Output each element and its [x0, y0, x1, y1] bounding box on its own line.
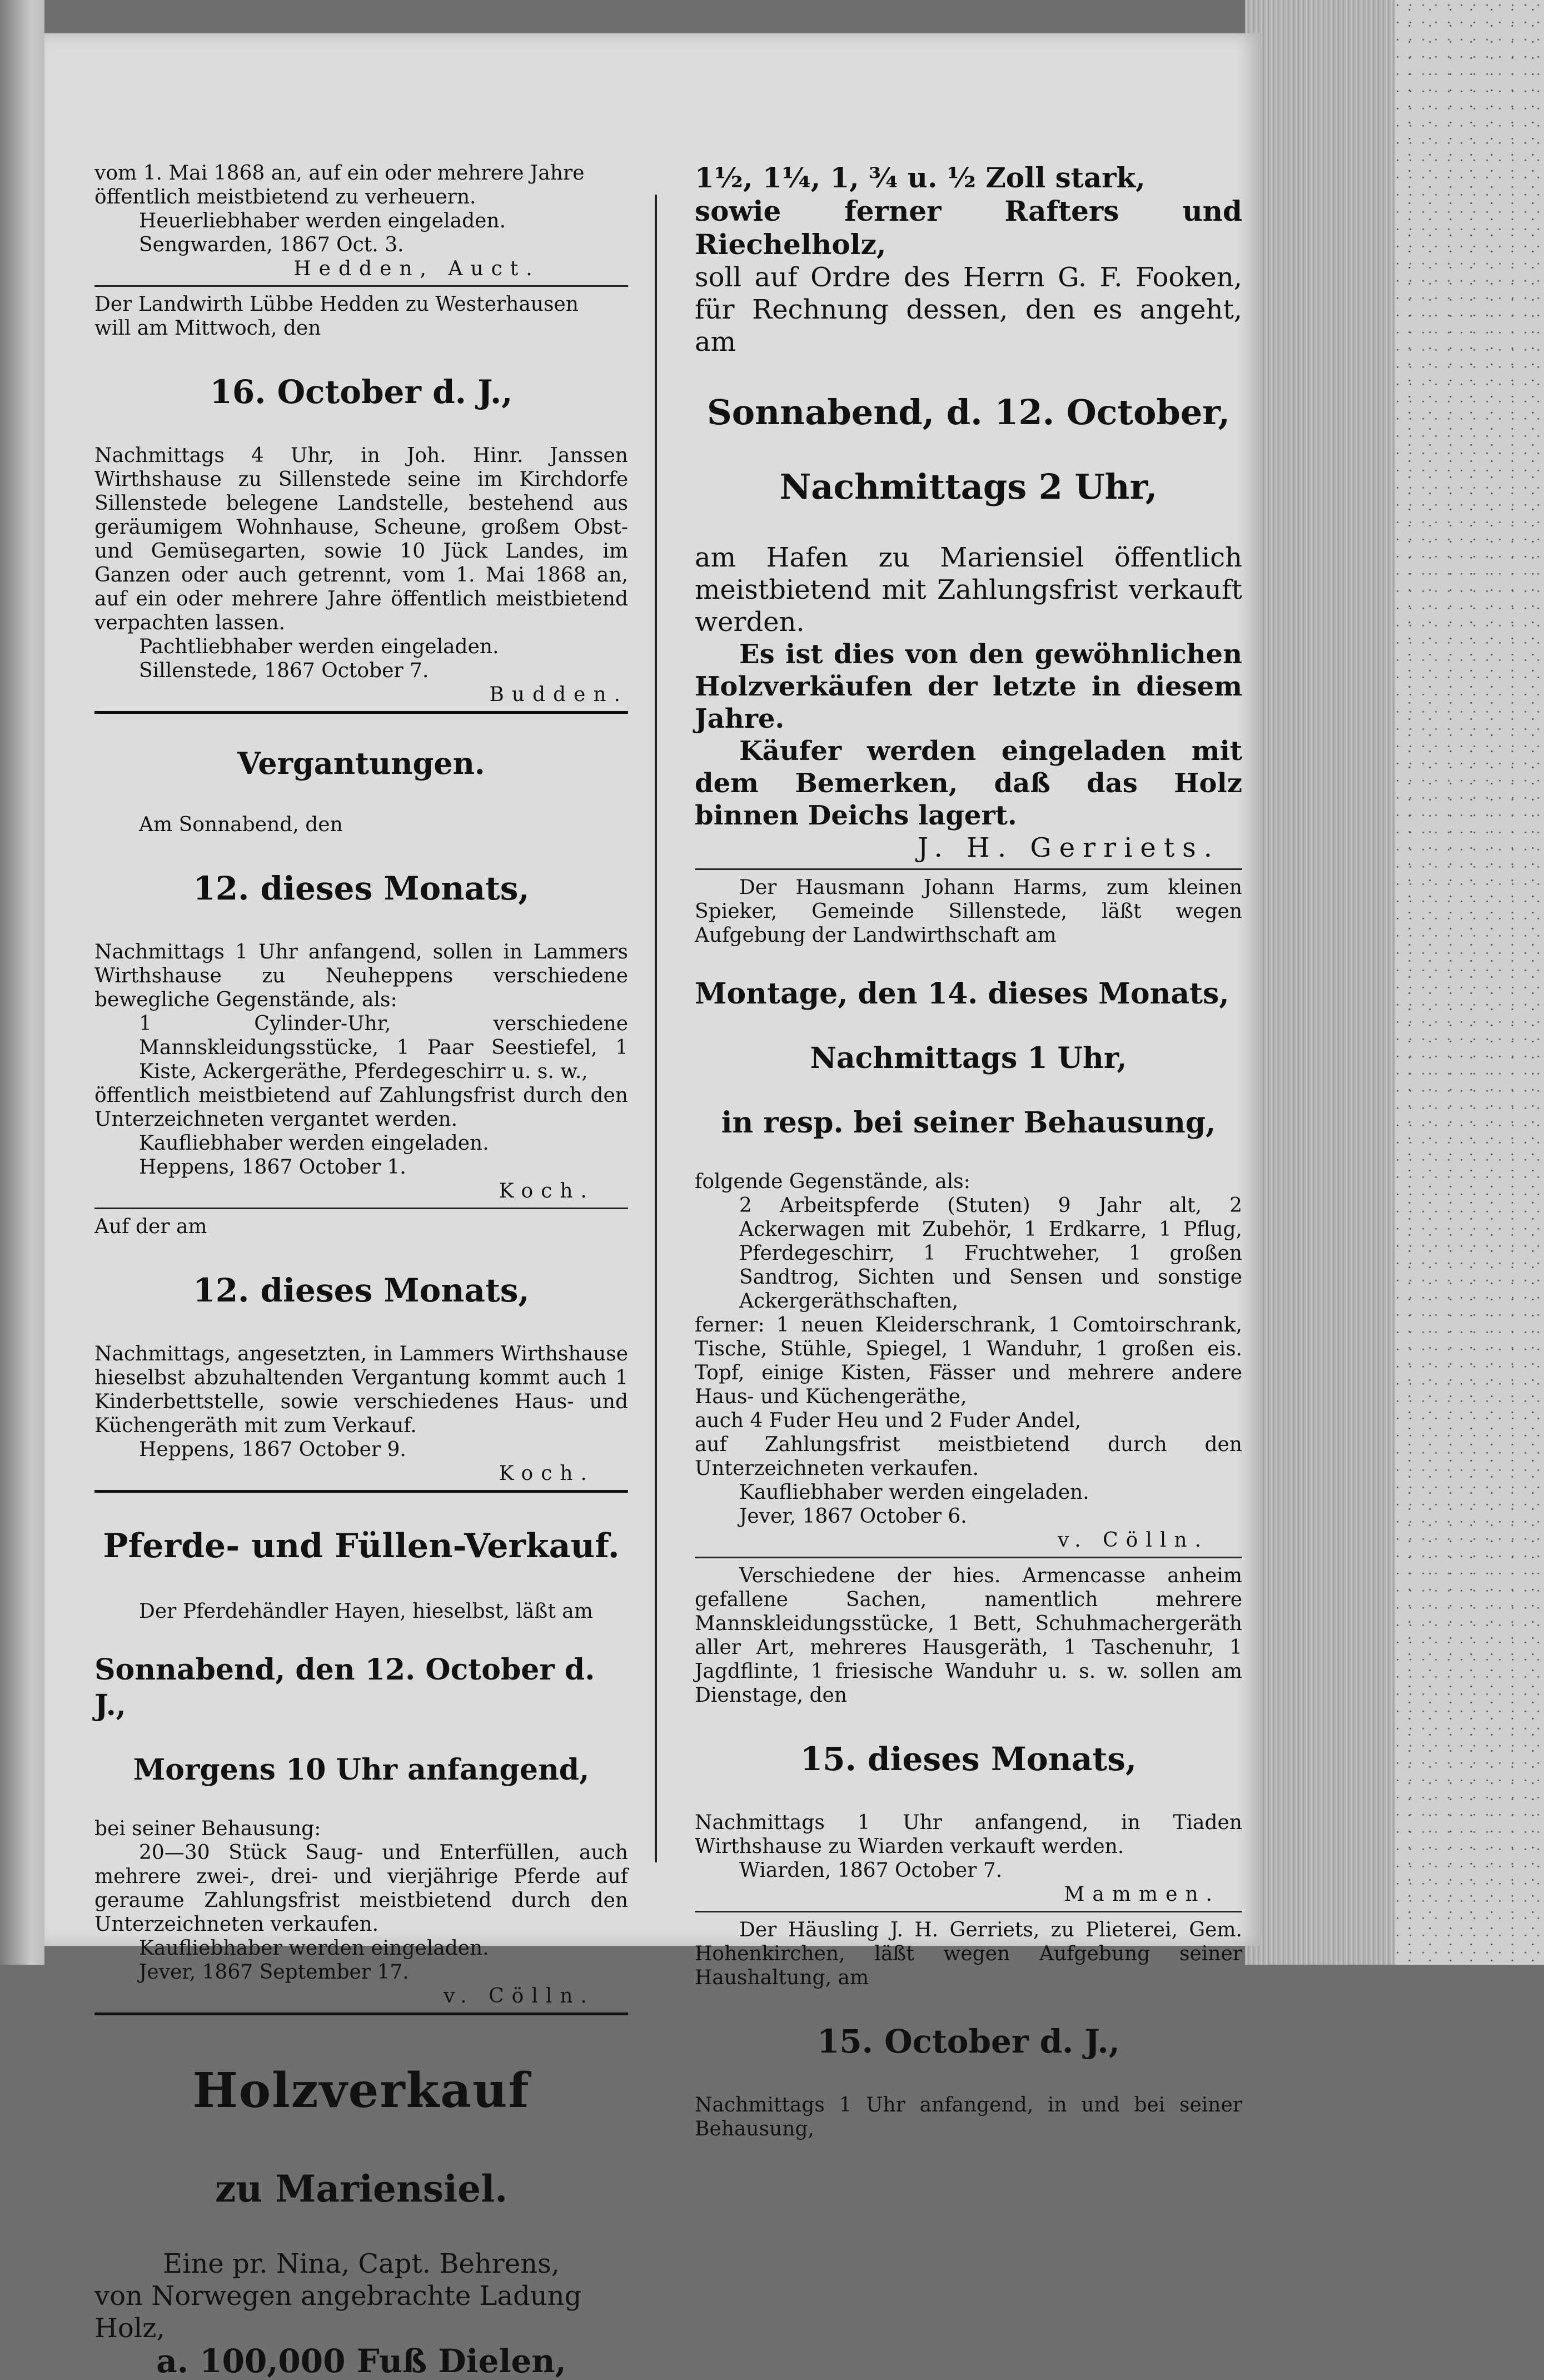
notice-items: ferner: 1 neuen Kleiderschrank, 1 Comtoirschrank, Tische, Stühle, Spiegel, 1 Wanduhr, 1 großen eis. Topf, einige Kisten, Fässer und mehrere andere Haus- und Küchengeräthe,	[695, 1314, 1242, 1408]
column-divider	[655, 195, 657, 1862]
divider-rule	[695, 868, 1242, 870]
notice-text: am Hafen zu Mariensiel öffentlich meistbietend mit Zahlungsfrist verkauft werden.	[695, 542, 1242, 638]
notice-text: soll auf Ordre des Herrn G. F. Fooken, für Rechnung dessen, den es angeht, am	[695, 262, 1242, 357]
notice-items: 2 Arbeitspferde (Stuten) 9 Jahr alt, 2 Ackerwagen mit Zubehör, 1 Erdkarre, 1 Pflug, Pferdegeschirr, 1 Fruchtweher, 1 großen Sandtrog, Sichten und Sensen und sonstige Ackergeräthschaften,	[739, 1194, 1242, 1313]
notice-text: Kaufliebhaber werden eingeladen.	[739, 1481, 1089, 1504]
left-column	[94, 161, 628, 2378]
notice-body: Nachmittags 1 Uhr anfangend, in und bei seiner Behausung,	[695, 2094, 1242, 2140]
notice-text: vom 1. Mai 1868 an, auf ein oder mehrere Jahre	[94, 162, 585, 185]
notice-vergantung-2	[94, 1215, 628, 1485]
notice-date: 12. dieses Monats,	[193, 869, 530, 907]
notice-text: Heuerliebhaber werden eingeladen.	[139, 210, 506, 232]
notice-place-date: Jever, 1867 September 17.	[139, 1961, 409, 1984]
notice-text: Kaufliebhaber werden eingeladen.	[139, 1132, 489, 1155]
book-page-edges	[1245, 0, 1544, 1965]
notice-text: öffentlich meistbietend zu verheuern.	[94, 186, 476, 208]
notice-date: 15. dieses Monats,	[800, 1740, 1137, 1778]
notice-body: Nachmittags 4 Uhr, in Joh. Hinr. Janssen Wirthshause zu Sillenstede seine im Kirchdorfe Sillenstede belegene Landstelle, bestehend aus geräumigem Wohnhause, Scheune, großem Obst- und Gemüsegarten, sowie 10 Jück Landes, im Ganzen oder auch getrennt, vom 1. Mai 1868 an, auf ein oder mehrere Jahre öffentlich meistbietend verpachten lassen.	[94, 444, 628, 634]
notice-armencasse	[695, 1564, 1242, 1906]
notice-place-date: Heppens, 1867 October 1.	[139, 1156, 406, 1179]
section-heading: Pferde- und Füllen-Verkauf.	[103, 1527, 620, 1566]
notice-signature: Koch.	[499, 1462, 595, 1485]
notice-date: 12. dieses Monats,	[193, 1271, 530, 1309]
section-heading: Holzverkauf	[192, 2063, 530, 2119]
section-heading: Vergantungen.	[237, 746, 485, 781]
notice-date: 15. October d. J.,	[817, 2023, 1120, 2060]
notice-date: Sonnabend, d. 12. October,	[706, 392, 1231, 433]
notice-place: in resp. bei seiner Behausung,	[721, 1106, 1216, 1140]
notice-signature: Budden.	[489, 683, 628, 706]
section-subheading: zu Mariensiel.	[215, 2167, 508, 2210]
notice-body: Nachmittags, angesetzten, in Lammers Wirthshause hieselbst abzuhaltenden Vergantung kommt auch 1 Kinderbettstelle, sowie verschiedenes Haus- und Küchengeräth mit zum Verkauf.	[94, 1343, 628, 1437]
notice-text: 1½, 1¼, 1, ¾ u. ½ Zoll stark,	[695, 161, 1145, 194]
divider-rule	[94, 2013, 628, 2015]
notice-place-date: Sengwarden, 1867 Oct. 3.	[139, 233, 404, 256]
notice-sengwarden	[94, 161, 628, 281]
notice-text: Am Sonnabend, den	[139, 813, 343, 836]
notice-text: Der Landwirth Lübbe Hedden zu Westerhausen	[94, 293, 579, 316]
newspaper-page	[44, 33, 1262, 2380]
notice-text: Der Pferdehändler Hayen, hieselbst, läßt am	[139, 1600, 593, 1623]
notice-signature: Koch.	[499, 1180, 595, 1203]
notice-items: 1 Cylinder-Uhr, verschiedene Mannskleidungsstücke, 1 Paar Seestiefel, 1 Kiste, Ackergeräthe, Pferdegeschirr u. s. w.,	[139, 1012, 628, 1083]
notice-horse-sale	[94, 1526, 628, 2008]
notice-text: Holz,	[94, 2313, 165, 2344]
divider-rule	[94, 1490, 628, 1493]
notice-date: 16. October d. J.,	[210, 373, 513, 411]
notice-date: Montage, den 14. dieses Monats,	[695, 977, 1229, 1011]
notice-body: 20—30 Stück Saug- und Enterfüllen, auch mehrere zwei-, drei- und vierjährige Pferde auf geraume Zahlungsfrist meistbietend durch den Unterzeichneten verkaufen.	[94, 1841, 628, 1936]
notice-signature: J. H. Gerriets.	[918, 832, 1220, 863]
notice-place-date: Jever, 1867 October 6.	[739, 1505, 967, 1528]
notice-text: Es ist dies von den gewöhnlichen Holzverkäufen der letzte in diesem Jahre.	[695, 639, 1242, 734]
divider-rule	[695, 1557, 1242, 1558]
notice-text: Pachtliebhaber werden eingeladen.	[139, 635, 499, 658]
notice-text: Auf der am	[94, 1215, 207, 1238]
notice-quantity: a. 100,000 Fuß Dielen,	[156, 2342, 566, 2380]
notice-lease-sillenstede	[94, 292, 628, 707]
notice-place-date: Heppens, 1867 October 9.	[139, 1438, 406, 1461]
notice-signature: Hedden, Auct.	[293, 257, 540, 280]
notice-signature: v. Cölln.	[1058, 1529, 1209, 1552]
notice-body: Nachmittags 1 Uhr anfangend, in Tiaden Wirthshause zu Wiarden verkauft werden.	[695, 1811, 1242, 1858]
notice-signature: v. Cölln.	[444, 1985, 595, 2008]
notice-text: von Norwegen angebrachte Ladung	[94, 2280, 582, 2312]
notice-time: Nachmittags 1 Uhr,	[810, 1041, 1127, 1075]
notice-vergantung-1	[94, 744, 628, 1203]
notice-body: Nachmittags 1 Uhr anfangend, sollen in Lammers Wirthshause zu Neuheppens verschiedene bewegliche Gegenstände, als:	[94, 941, 628, 1011]
notice-items: auch 4 Fuder Heu und 2 Fuder Andel,	[695, 1409, 1082, 1432]
notice-body: öffentlich meistbietend auf Zahlungsfrist durch den Unterzeichneten vergantet werden.	[94, 1084, 628, 1131]
notice-text: Kaufliebhaber werden eingeladen.	[139, 1937, 489, 1960]
notice-text: bei seiner Behausung:	[94, 1817, 321, 1840]
notice-time: Morgens 10 Uhr anfangend,	[133, 1753, 590, 1787]
divider-rule	[94, 1208, 628, 1209]
notice-date: Sonnabend, den 12. October d. J.,	[94, 1653, 595, 1722]
notice-body: Der Häusling J. H. Gerriets, zu Plieterei, Gem. Hohenkirchen, läßt wegen Aufgebung seiner Haushaltung, am	[695, 1919, 1242, 1989]
right-column	[695, 161, 1242, 2141]
notice-text: will am Mittwoch, den	[94, 317, 321, 340]
notice-place-date: Sillenstede, 1867 October 7.	[139, 659, 429, 682]
book-spine-left	[0, 0, 44, 1965]
notice-body: Der Hausmann Johann Harms, zum kleinen Spieker, Gemeinde Sillenstede, läßt wegen Aufgebung der Landwirthschaft am	[695, 876, 1242, 947]
notice-signature: Mammen.	[1064, 1883, 1220, 1906]
divider-rule	[94, 711, 628, 714]
notice-time: Nachmittags 2 Uhr,	[779, 466, 1158, 507]
notice-body: Verschiedene der hies. Armencasse anheim gefallene Sachen, namentlich mehrere Mannskleidungsstücke, 1 Bett, Schuhmachergeräth aller Art, mehreres Hausgeräth, 1 Taschenuhr, 1 Jagdflinte, 1 friesische Wanduhr u. s. w. sollen am Dienstage, den	[695, 1564, 1242, 1707]
divider-rule	[695, 1911, 1242, 1912]
divider-rule	[94, 285, 628, 287]
notice-text: sowie ferner Rafters und Riechelholz,	[695, 195, 1242, 261]
notice-place-date: Wiarden, 1867 October 7.	[739, 1859, 1003, 1882]
notice-text: Käufer werden eingeladen mit dem Bemerken, daß das Holz binnen Deichs lagert.	[695, 736, 1242, 831]
notice-text: Eine pr. Nina, Capt. Behrens,	[163, 2248, 560, 2279]
notice-gerriets-auction	[695, 1918, 1242, 2141]
notice-body: auf Zahlungsfrist meistbietend durch den Unterzeichneten verkaufen.	[695, 1433, 1242, 1480]
notice-timber-sale-continued	[695, 161, 1242, 864]
notice-timber-sale	[94, 2063, 628, 2378]
notice-text: folgende Gegenstände, als:	[695, 1170, 970, 1193]
notice-harms-auction	[695, 876, 1242, 1552]
